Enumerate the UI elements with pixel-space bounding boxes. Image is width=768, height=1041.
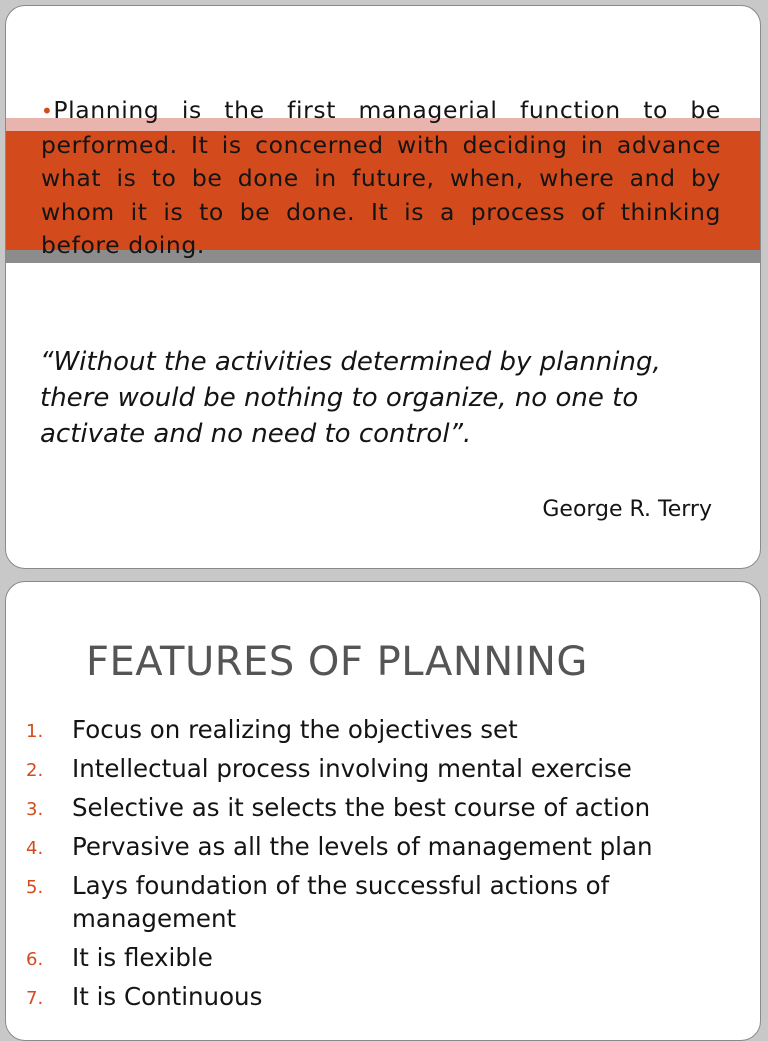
planning-definition-body: Planning is the first managerial function to be performed. It is concerned with deciding in advance what is to be done in future, when, where and by whom it is to be done. It is a process of thinking before doing. <box>41 96 721 259</box>
feature-item <box>26 980 746 1013</box>
feature-item <box>26 830 746 863</box>
feature-number: 7. <box>26 988 44 1009</box>
feature-text: Pervasive as all the levels of management plan <box>72 832 653 861</box>
feature-text: Selective as it selects the best course of action <box>72 793 651 822</box>
feature-text: It is Continuous <box>72 982 263 1011</box>
slide-features-of-planning <box>5 581 761 1041</box>
feature-item <box>26 752 746 785</box>
quote-author: George R. Terry <box>542 497 712 522</box>
feature-item <box>26 713 746 746</box>
feature-text: It is flexible <box>72 943 213 972</box>
feature-number: 1. <box>26 721 44 742</box>
feature-text: Intellectual process involving mental exercise <box>72 754 632 783</box>
feature-number: 6. <box>26 949 44 970</box>
slide-title: FEATURES OF PLANNING <box>86 639 588 685</box>
feature-text: Lays foundation of the successful actions of management <box>72 871 610 933</box>
feature-number: 5. <box>26 877 44 898</box>
feature-item <box>26 791 746 824</box>
feature-number: 3. <box>26 799 44 820</box>
feature-text: Focus on realizing the objectives set <box>72 715 518 744</box>
feature-number: 4. <box>26 838 44 859</box>
feature-item <box>26 941 746 974</box>
slide-planning-definition <box>5 5 761 569</box>
feature-number: 2. <box>26 760 44 781</box>
features-list <box>26 713 746 1019</box>
bullet-icon: • <box>41 99 54 123</box>
terry-quote: “Without the activities determined by planning, there would be nothing to organize, no one to activate and no need to control”. <box>40 347 661 449</box>
feature-item <box>26 869 746 935</box>
planning-definition-text <box>41 94 721 263</box>
